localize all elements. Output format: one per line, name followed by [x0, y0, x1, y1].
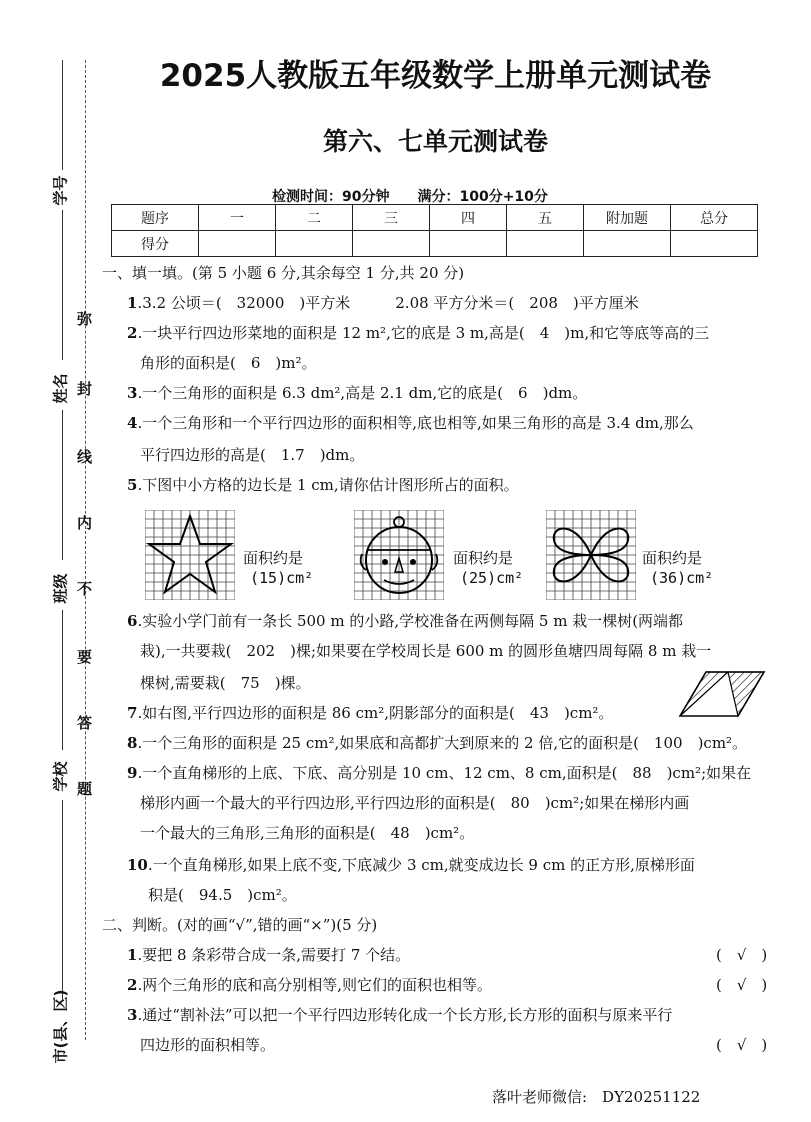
question-text: .实验小学门前有一条长 500 m 的小路,学校准备在两侧每隔 5 m 栽一棵树(两端都: [137, 612, 684, 630]
question-6: [127, 610, 683, 632]
score-input-cell[interactable]: [671, 231, 758, 257]
question-8: [127, 732, 747, 754]
grid-figure-flower: [546, 510, 636, 604]
figure-1-answer: (15)cm²: [250, 569, 314, 587]
seal-char-1: 弥: [77, 310, 93, 328]
question-number: 2: [127, 976, 138, 994]
question-text: .一个三角形的面积是 25 cm²,如果底和高都扩大到原来的 2 倍,它的面积是( 100 )cm²。: [137, 734, 748, 752]
question-number: 4: [127, 414, 138, 432]
question-text: .一个三角形的面积是 6.3 dm²,高是 2.1 dm,它的底是( 6 )dm。: [137, 384, 588, 402]
question-2: [127, 322, 709, 344]
question-text: .一块平行四边形菜地的面积是 12 m²,它的底是 3 m,高是( 4 )m,和它等底等高的三: [137, 324, 710, 342]
question-number: 1: [127, 946, 138, 964]
figure-3-answer: (36)cm²: [650, 569, 714, 587]
question-5: [127, 474, 519, 496]
question-9-line3: 一个最大的三角形,三角形的面积是( 48 )cm²。: [140, 824, 475, 842]
question-number: 2: [127, 324, 138, 342]
question-9: [127, 762, 751, 784]
question-text: .下图中小方格的边长是 1 cm,请你估计图形所占的面积。: [137, 476, 519, 494]
question-6-line2: 栽),一共要栽( 202 )棵;如果要在学校周长是 600 m 的圆形鱼塘四周每隔 8 m 栽一: [140, 642, 712, 660]
judge-item-3: [127, 1004, 672, 1026]
question-4-line2: 平行四边形的高是( 1.7 )dm。: [140, 446, 365, 464]
figure-2-answer: (25)cm²: [460, 569, 524, 587]
score-input-cell[interactable]: [353, 231, 430, 257]
figure-3-label: 面积约是: [642, 549, 703, 567]
section2-heading: 二、判断。(对的画“√”,错的画“×”)(5 分): [102, 916, 378, 934]
section1-heading: 一、填一填。(第 5 小题 6 分,其余每空 1 分,共 20 分): [102, 264, 465, 282]
judge-mark-3[interactable]: ( √ ): [716, 1036, 768, 1054]
table-cell: 附加题: [584, 205, 671, 231]
score-input-cell[interactable]: [276, 231, 353, 257]
question-10-line2: 积是( 94.5 )cm²。: [148, 886, 297, 904]
score-table-score-row: [112, 231, 758, 257]
question-number: 6: [127, 612, 138, 630]
question-10: [127, 854, 695, 876]
seal-char-7: 答: [77, 714, 93, 732]
grid-figure-star: [145, 510, 235, 604]
seal-char-2: 封: [77, 380, 93, 398]
seal-char-8: 题: [77, 780, 93, 798]
table-cell: 总分: [671, 205, 758, 231]
figure-1-label: 面积约是: [243, 549, 304, 567]
score-input-cell[interactable]: [584, 231, 671, 257]
score-table: [111, 204, 758, 257]
question-9-line2: 梯形内画一个最大的平行四边形,平行四边形的面积是( 80 )cm²;如果在梯形内画: [140, 794, 690, 812]
table-cell: 三: [353, 205, 430, 231]
question-number: 3: [127, 384, 138, 402]
table-cell: 二: [276, 205, 353, 231]
score-input-cell[interactable]: [199, 231, 276, 257]
question-number: 10: [127, 856, 148, 874]
seal-char-6: 要: [77, 648, 93, 666]
page-subtitle: 第六、七单元测试卷: [322, 127, 548, 156]
figure-2-label: 面积约是: [453, 549, 514, 567]
label-city: 市(县、区): [51, 989, 70, 1064]
score-input-cell[interactable]: [430, 231, 507, 257]
question-7: [127, 702, 613, 724]
judge-mark-1[interactable]: ( √ ): [716, 946, 768, 964]
label-class: 班级: [51, 573, 70, 604]
page-title: 2025人教版五年级数学上册单元测试卷: [159, 58, 712, 94]
score-table-header-row: [112, 205, 758, 231]
question-text: .一个直角梯形的上底、下底、高分别是 10 cm、12 cm、8 cm,面积是( 88 )cm²;如果在: [137, 764, 752, 782]
question-text: .两个三角形的底和高分别相等,则它们的面积也相等。: [137, 976, 492, 994]
question-text: .如右图,平行四边形的面积是 86 cm²,阴影部分的面积是( 43 )cm²。: [137, 704, 614, 722]
seal-char-5: 不: [77, 580, 93, 598]
judge-item-3-line2: 四边形的面积相等。: [140, 1036, 276, 1054]
score-input-cell[interactable]: [507, 231, 584, 257]
question-text: .一个直角梯形,如果上底不变,下底减少 3 cm,就变成边长 9 cm 的正方形,原梯形面: [147, 856, 695, 874]
question-number: 1: [127, 294, 138, 312]
label-student-id: 学号: [51, 175, 70, 206]
table-cell: 得分: [112, 231, 199, 257]
question-6-line3: 棵树,需要栽( 75 )棵。: [140, 674, 311, 692]
question-number: 7: [127, 704, 138, 722]
question-number: 8: [127, 734, 138, 752]
exam-info: 检测时间：90分钟 满分：100分+10分: [272, 189, 548, 205]
footer-contact: 落叶老师微信: DY20251122: [492, 1088, 701, 1106]
question-text: .3.2 公顷＝( 32000 )平方米 2.08 平方分米＝( 208 )平方厘米: [137, 294, 639, 312]
judge-item-1: [127, 944, 410, 966]
question-text: .要把 8 条彩带合成一条,需要打 7 个结。: [137, 946, 411, 964]
question-3: [127, 382, 587, 404]
question-text: .一个三角形和一个平行四边形的面积相等,底也相等,如果三角形的高是 3.4 dm,那么: [137, 414, 694, 432]
question-4: [127, 412, 694, 434]
question-number: 9: [127, 764, 138, 782]
judge-item-2: [127, 974, 492, 996]
table-cell: 一: [199, 205, 276, 231]
question-2-line2: 角形的面积是( 6 )m²。: [140, 354, 317, 372]
question-text: .通过“割补法”可以把一个平行四边形转化成一个长方形,长方形的面积与原来平行: [137, 1006, 673, 1024]
label-school: 学校: [51, 761, 70, 792]
grid-figure-face: [354, 510, 444, 604]
seal-char-3: 线: [77, 448, 93, 466]
table-cell: 五: [507, 205, 584, 231]
question-number: 5: [127, 476, 138, 494]
seal-char-4: 内: [77, 514, 93, 532]
judge-mark-2[interactable]: ( √ ): [716, 976, 768, 994]
table-cell: 四: [430, 205, 507, 231]
question-1: [127, 292, 639, 314]
label-name: 姓名: [51, 373, 70, 404]
parallelogram-figure: [678, 670, 766, 724]
table-cell: 题序: [112, 205, 199, 231]
question-number: 3: [127, 1006, 138, 1024]
